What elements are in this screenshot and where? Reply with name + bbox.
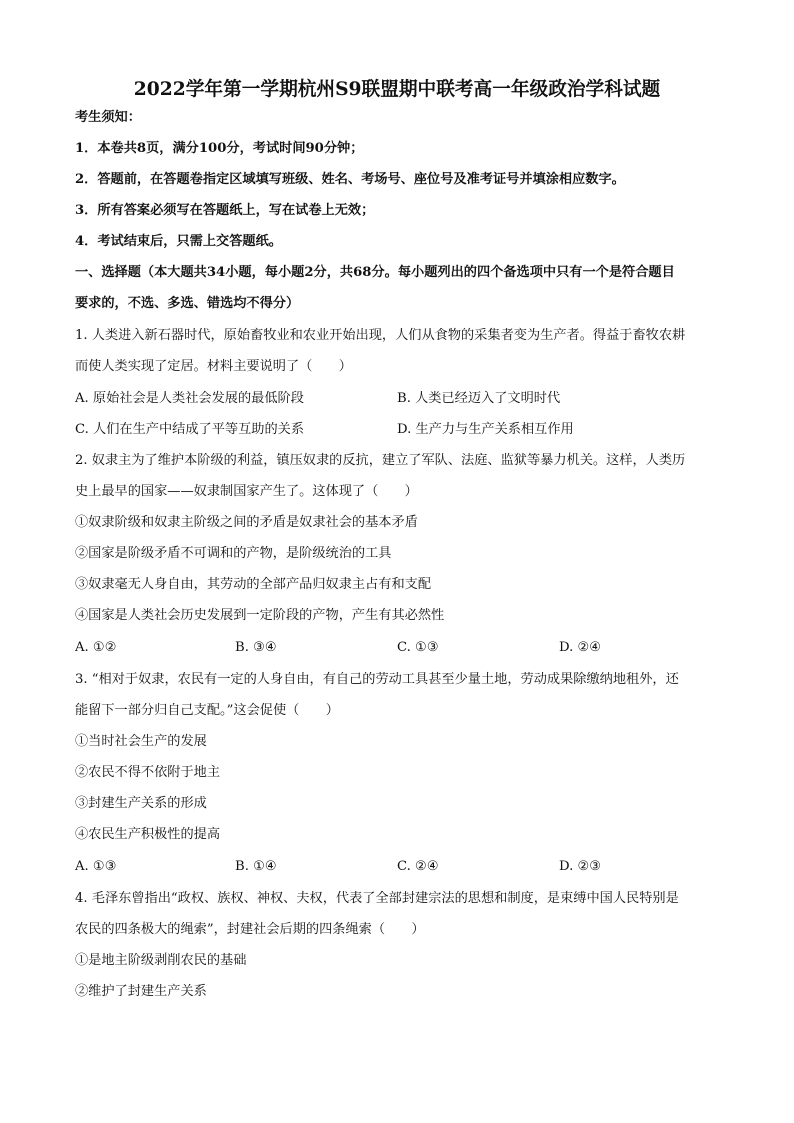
question-2-option-a: A. ①② (75, 640, 117, 655)
question-2-stem-line-2: 史上最早的国家——奴隶制国家产生了。这体现了（ ） (75, 484, 418, 499)
section-heading-line-1: 一、选择题（本大题共34小题，每小题2分，共68分。每小题列出的四个备选项中只有一个是符合题目 (75, 265, 675, 280)
question-2-statement-1: ①奴隶阶级和奴隶主阶级之间的矛盾是奴隶社会的基本矛盾 (75, 515, 418, 530)
question-3-statement-3: ③封建生产关系的形成 (75, 796, 207, 811)
question-1-stem-line-2: 而使人类实现了定居。材料主要说明了（ ） (75, 359, 352, 374)
question-4-stem-line-1: 4. 毛泽东曾指出“政权、族权、神权、夫权，代表了全部封建宗法的思想和制度，是束缚中国人民特别是 (75, 891, 679, 906)
notice-item-4: 4．考试结束后，只需上交答题纸。 (75, 234, 282, 249)
question-1-stem-line-1: 1. 人类进入新石器时代，原始畜牧业和农业开始出现，人们从食物的采集者变为生产者。得益于畜牧农耕 (75, 328, 686, 343)
notice-heading: 考生须知： (75, 110, 141, 125)
question-3-statement-2: ②农民不得不依附于地主 (75, 765, 221, 780)
page-title: 2022学年第一学期杭州S9联盟期中联考高一年级政治学科试题 (133, 78, 661, 100)
question-1-option-c: C. 人们在生产中结成了平等互助的关系 (75, 422, 305, 437)
question-3-stem-line-2: 能留下一部分归自己支配。”这会促使（ ） (75, 703, 339, 718)
question-1-option-b: B. 人类已经迈入了文明时代 (397, 391, 561, 406)
notice-item-3: 3．所有答案必须写在答题纸上，写在试卷上无效； (75, 203, 375, 218)
question-1-option-d: D. 生产力与生产关系相互作用 (397, 422, 574, 437)
question-3-option-c: C. ②④ (397, 859, 439, 874)
question-4-stem-line-2: 农民的四条极大的绳索”，封建社会后期的四条绳索（ ） (75, 922, 425, 937)
question-4-statement-2: ②维护了封建生产关系 (75, 984, 207, 999)
question-1-option-a: A. 原始社会是人类社会发展的最低阶段 (75, 391, 304, 406)
question-2-option-c: C. ①③ (397, 640, 439, 655)
question-3-statement-4: ④农民生产积极性的提高 (75, 827, 221, 842)
question-2-statement-3: ③奴隶毫无人身自由，其劳动的全部产品归奴隶主占有和支配 (75, 577, 432, 592)
question-3-option-a: A. ①③ (75, 859, 117, 874)
question-3-option-b: B. ①④ (235, 859, 277, 874)
question-3-stem-line-1: 3. “相对于奴隶，农民有一定的人身自由，有自己的劳动工具甚至少量土地，劳动成果除缴纳地租外，还 (75, 672, 679, 687)
notice-item-2: 2．答题前，在答题卷指定区域填写班级、姓名、考场号、座位号及准考证号并填涂相应数字。 (75, 172, 625, 187)
question-2-statement-2: ②国家是阶级矛盾不可调和的产物，是阶级统治的工具 (75, 546, 392, 561)
notice-item-1: 1．本卷共8页，满分100分，考试时间90分钟； (75, 141, 364, 156)
question-3-option-d: D. ②③ (559, 859, 602, 874)
question-2-statement-4: ④国家是人类社会历史发展到一定阶段的产物，产生有其必然性 (75, 608, 445, 623)
question-4-statement-1: ①是地主阶级剥削农民的基础 (75, 953, 247, 968)
question-2-stem-line-1: 2. 奴隶主为了维护本阶级的利益，镇压奴隶的反抗，建立了军队、法庭、监狱等暴力机关。这样，人类历 (75, 453, 686, 468)
question-2-option-d: D. ②④ (559, 640, 602, 655)
section-heading-line-2: 要求的，不选、多选、错选均不得分） (75, 296, 300, 311)
question-3-statement-1: ①当时社会生产的发展 (75, 734, 207, 749)
question-2-option-b: B. ③④ (235, 640, 277, 655)
